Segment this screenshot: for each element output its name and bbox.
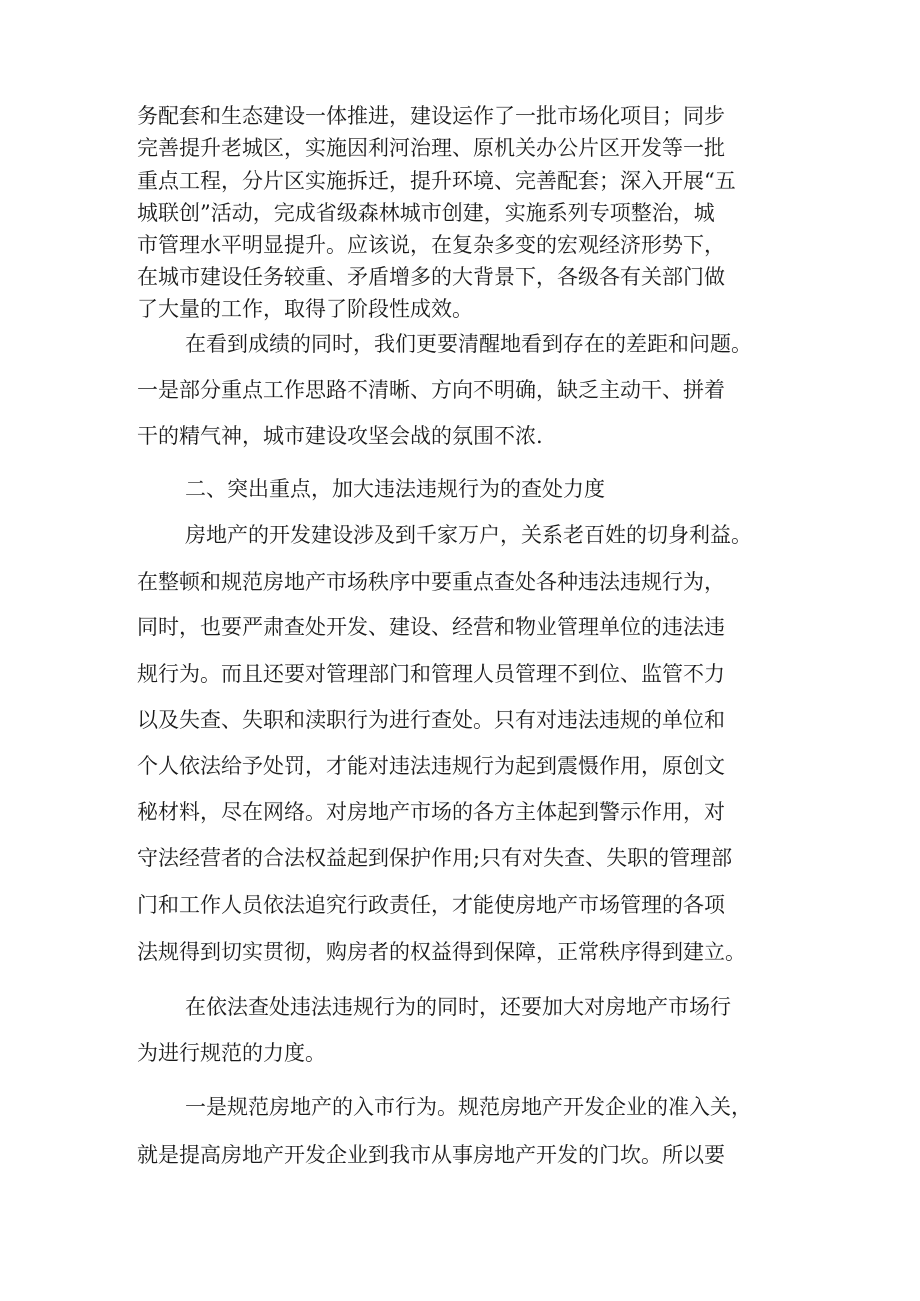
paragraph-1-line-4: 城联创”活动，完成省级森林城市创建，实施系列专项整治，城 [137, 201, 715, 225]
paragraph-5-line-2: 就是提高房地产开发企业到我市从事房地产开发的门坎。所以要 [137, 1143, 725, 1167]
paragraph-2-line-3: 干的精气神，城市建设攻坚会战的氛围不浓. [137, 424, 543, 448]
paragraph-3-line-4: 规行为。而且还要对管理部门和管理人员管理不到位、监管不力 [137, 662, 725, 686]
section-heading: 二、突出重点，加大违法违规行为的查处力度 [185, 477, 605, 501]
paragraph-4-line-1: 在依法查处违法违规行为的同时，还要加大对房地产市场行 [185, 995, 731, 1019]
paragraph-3-line-8: 守法经营者的合法权益起到保护作用;只有对失查、失职的管理部 [137, 846, 733, 870]
paragraph-1-line-5: 市管理水平明显提升。应该说，在复杂多变的宏观经济形势下， [137, 233, 725, 257]
paragraph-4-line-2: 为进行规范的力度。 [137, 1041, 326, 1065]
paragraph-3-line-6: 个人依法给予处罚，才能对违法违规行为起到震慑作用，原创文 [137, 754, 725, 778]
paragraph-1-line-1: 务配套和生态建设一体推进，建设运作了一批市场化项目；同步 [137, 104, 725, 128]
paragraph-3-line-3: 同时，也要严肃查处开发、建设、经营和物业管理单位的违法违 [137, 615, 725, 639]
paragraph-3-line-10: 法规得到切实贯彻，购房者的权益得到保障，正常秩序得到建立。 [137, 940, 746, 964]
paragraph-3-line-2: 在整顿和规范房地产市场秩序中要重点查处各种违法违规行为， [137, 570, 725, 594]
paragraph-3-line-7: 秘材料，尽在网络。对房地产市场的各方主体起到警示作用，对 [137, 800, 725, 824]
paragraph-3-line-1: 房地产的开发建设涉及到千家万户，关系老百姓的切身利益。 [185, 523, 752, 547]
paragraph-1-line-2: 完善提升老城区，实施因利河治理、原机关办公片区开发等一批 [137, 136, 725, 160]
paragraph-5-line-1: 一是规范房地产的入市行为。规范房地产开发企业的准入关， [185, 1095, 752, 1119]
paragraph-2-line-1: 在看到成绩的同时，我们更要清醒地看到存在的差距和问题。 [185, 332, 752, 356]
paragraph-3-line-5: 以及失查、失职和渎职行为进行查处。只有对违法违规的单位和 [137, 708, 725, 732]
paragraph-2-line-2: 一是部分重点工作思路不清晰、方向不明确，缺乏主动干、拼着 [137, 378, 725, 402]
paragraph-1-line-7: 了大量的工作，取得了阶段性成效。 [137, 297, 473, 321]
paragraph-1-line-3: 重点工程，分片区实施拆迁，提升环境、完善配套；深入开展“五 [137, 169, 736, 193]
paragraph-3-line-9: 门和工作人员依法追究行政责任，才能使房地产市场管理的各项 [137, 893, 725, 917]
paragraph-1-line-6: 在城市建设任务较重、矛盾增多的大背景下，各级各有关部门做 [137, 265, 725, 289]
